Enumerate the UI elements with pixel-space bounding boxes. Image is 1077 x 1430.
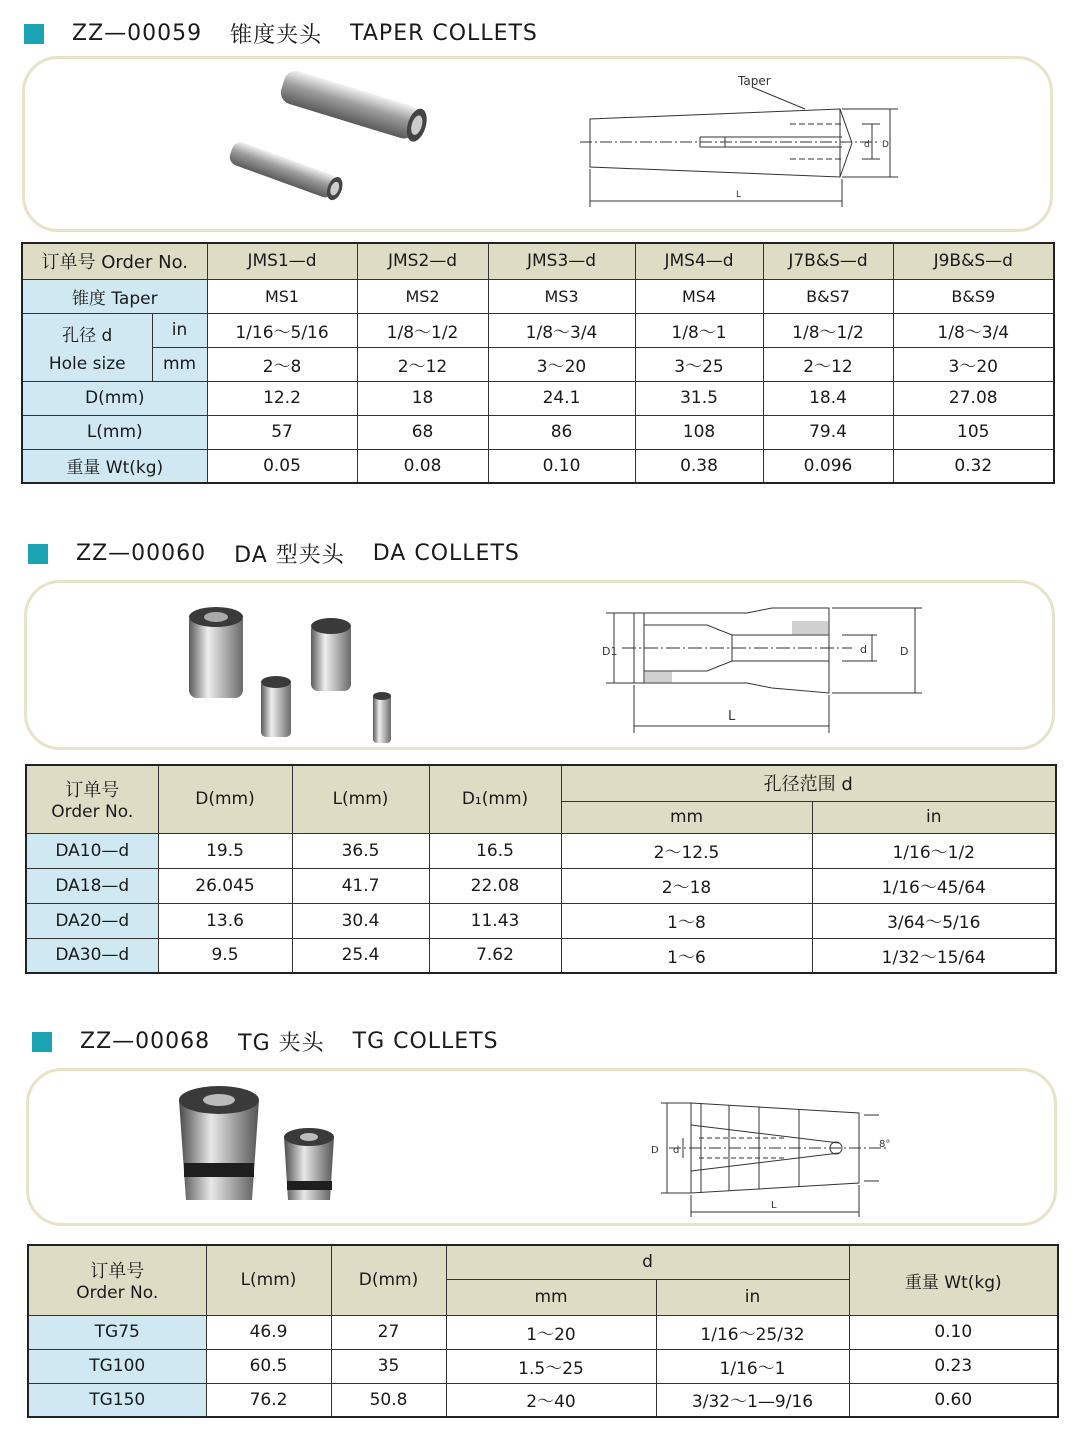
table-cell: 46.9 — [206, 1315, 331, 1349]
row-label-taper: 锥度 Taper — [22, 279, 207, 313]
table-cell: 2～12.5 — [561, 833, 812, 868]
table-cell: MS1 — [207, 279, 357, 313]
section-code: ZZ—00068 — [80, 1029, 211, 1054]
table-cell: 0.23 — [849, 1349, 1058, 1383]
table-cell: 1/8～3/4 — [488, 313, 635, 347]
table-cell: 1/32～15/64 — [812, 938, 1056, 973]
table-cell: 57 — [207, 415, 357, 449]
table-cell: 3～20 — [893, 347, 1054, 381]
table-cell: 1～20 — [446, 1315, 656, 1349]
table-row-label: DA18—d — [26, 868, 158, 903]
table-cell: 105 — [893, 415, 1054, 449]
table-cell: 11.43 — [429, 903, 561, 938]
order-no-cn: 订单号 — [65, 780, 120, 802]
section-title-cn: DA 型夹头 — [234, 543, 345, 568]
table-row-label: DA20—d — [26, 903, 158, 938]
table-cell: 3～20 — [488, 347, 635, 381]
col-header: J7B&S—d — [763, 243, 893, 279]
table-cell: 41.7 — [292, 868, 429, 903]
table-cell: 76.2 — [206, 1383, 331, 1417]
col-header-D: D(mm) — [158, 765, 292, 833]
drawing-label-d: d — [860, 643, 867, 656]
table-cell: 24.1 — [488, 381, 635, 415]
section-title-tg — [32, 1026, 527, 1057]
section-marker — [32, 1032, 52, 1052]
taper-collet-photo — [205, 69, 465, 229]
table-cell: 0.10 — [488, 449, 635, 483]
section-code: ZZ—00059 — [72, 21, 203, 46]
table-cell: 13.6 — [158, 903, 292, 938]
hole-label-en: Hole size — [48, 353, 126, 374]
table-cell: 36.5 — [292, 833, 429, 868]
col-header-D1: D₁(mm) — [429, 765, 561, 833]
tg-collet-drawing — [639, 1075, 919, 1225]
col-header: JMS2—d — [357, 243, 488, 279]
da-image-panel — [24, 580, 1055, 750]
row-label-hole-size — [22, 313, 152, 381]
table-cell: 19.5 — [158, 833, 292, 868]
table-cell: 27 — [331, 1315, 446, 1349]
da-spec-table — [25, 764, 1057, 974]
table-row-label: DA10—d — [26, 833, 158, 868]
drawing-label-L: L — [736, 190, 742, 200]
table-cell: 1.5～25 — [446, 1349, 656, 1383]
table-row-label: TG75 — [28, 1315, 206, 1349]
table-cell: MS2 — [357, 279, 488, 313]
drawing-label-angle: 8° — [879, 1139, 891, 1150]
table-cell: 18.4 — [763, 381, 893, 415]
order-no-label: 订单号 Order No. — [22, 243, 207, 279]
table-cell: 3/64～5/16 — [812, 903, 1056, 938]
table-cell: 22.08 — [429, 868, 561, 903]
table-cell: 7.62 — [429, 938, 561, 973]
col-header-L: L(mm) — [292, 765, 429, 833]
table-cell: 1/16～45/64 — [812, 868, 1056, 903]
col-header: JMS1—d — [207, 243, 357, 279]
table-cell: 2～8 — [207, 347, 357, 381]
order-no-en: Order No. — [51, 802, 134, 823]
col-header: JMS4—d — [635, 243, 763, 279]
table-cell: 2～12 — [763, 347, 893, 381]
table-cell: 9.5 — [158, 938, 292, 973]
table-cell: 108 — [635, 415, 763, 449]
table-row-label: TG100 — [28, 1349, 206, 1383]
drawing-label-D: D — [882, 140, 889, 150]
table-cell: 79.4 — [763, 415, 893, 449]
da-collet-photo — [177, 593, 437, 753]
row-label-L: L(mm) — [22, 415, 207, 449]
table-cell: 1/16～5/16 — [207, 313, 357, 347]
order-no-header — [28, 1245, 206, 1315]
drawing-label-taper: Taper — [738, 74, 771, 88]
table-cell: 0.32 — [893, 449, 1054, 483]
table-cell: 1/8～1 — [635, 313, 763, 347]
table-cell: 0.08 — [357, 449, 488, 483]
table-cell: 50.8 — [331, 1383, 446, 1417]
table-cell: 0.38 — [635, 449, 763, 483]
table-cell: 0.60 — [849, 1383, 1058, 1417]
table-cell: 27.08 — [893, 381, 1054, 415]
col-header: J9B&S—d — [893, 243, 1054, 279]
table-cell: 86 — [488, 415, 635, 449]
table-cell: 1/16～25/32 — [656, 1315, 849, 1349]
table-cell: 0.10 — [849, 1315, 1058, 1349]
table-cell: 60.5 — [206, 1349, 331, 1383]
section-title-en: TG COLLETS — [352, 1029, 499, 1054]
col-header-in: in — [656, 1279, 849, 1315]
table-cell: 3/32～1—9/16 — [656, 1383, 849, 1417]
tg-spec-table — [27, 1244, 1059, 1418]
table-cell: 26.045 — [158, 868, 292, 903]
table-cell: 0.096 — [763, 449, 893, 483]
table-cell: 1/8～3/4 — [893, 313, 1054, 347]
col-header-weight: 重量 Wt(kg) — [849, 1245, 1058, 1315]
section-title-cn: 锥度夹头 — [230, 23, 323, 48]
table-cell: MS4 — [635, 279, 763, 313]
table-cell: MS3 — [488, 279, 635, 313]
order-no-header — [26, 765, 158, 833]
table-cell: 3～25 — [635, 347, 763, 381]
table-cell: 1～8 — [561, 903, 812, 938]
table-cell: 0.05 — [207, 449, 357, 483]
section-title-da — [28, 538, 548, 569]
table-cell: 35 — [331, 1349, 446, 1383]
section-title-en: TAPER COLLETS — [350, 21, 538, 46]
table-cell: B&S9 — [893, 279, 1054, 313]
section-title-en: DA COLLETS — [372, 541, 520, 566]
table-cell: 1/16～1 — [656, 1349, 849, 1383]
table-cell: 30.4 — [292, 903, 429, 938]
col-header: JMS3—d — [488, 243, 635, 279]
table-row-label: DA30—d — [26, 938, 158, 973]
drawing-label-D: D — [900, 645, 909, 658]
taper-collet-drawing — [580, 59, 920, 229]
taper-spec-table — [21, 242, 1055, 484]
tg-collet-photo — [174, 1075, 374, 1225]
table-cell: 2～18 — [561, 868, 812, 903]
col-header-L: L(mm) — [206, 1245, 331, 1315]
taper-image-panel — [22, 56, 1053, 232]
table-cell: 2～40 — [446, 1383, 656, 1417]
drawing-label-D1: D1 — [602, 645, 618, 658]
col-header-d: d — [446, 1245, 849, 1279]
col-header-D: D(mm) — [331, 1245, 446, 1315]
section-marker — [24, 24, 44, 44]
table-cell: 31.5 — [635, 381, 763, 415]
drawing-label-D: D — [651, 1145, 659, 1156]
col-header-in: in — [812, 801, 1056, 833]
table-cell: 2～12 — [357, 347, 488, 381]
col-header-mm: mm — [561, 801, 812, 833]
col-header-mm: mm — [446, 1279, 656, 1315]
tg-image-panel — [26, 1068, 1057, 1226]
da-collet-drawing — [592, 593, 952, 753]
order-no-en: Order No. — [76, 1283, 159, 1304]
table-cell: 1/16～1/2 — [812, 833, 1056, 868]
unit-in: in — [152, 313, 207, 347]
drawing-label-L: L — [728, 709, 736, 724]
table-cell: 12.2 — [207, 381, 357, 415]
table-cell: 25.4 — [292, 938, 429, 973]
drawing-label-d: d — [673, 1145, 680, 1156]
table-cell: 68 — [357, 415, 488, 449]
table-cell: 1/8～1/2 — [357, 313, 488, 347]
order-no-cn: 订单号 — [90, 1261, 145, 1283]
table-row-label: TG150 — [28, 1383, 206, 1417]
table-cell: 1～6 — [561, 938, 812, 973]
table-cell: 16.5 — [429, 833, 561, 868]
section-title-taper — [24, 18, 566, 49]
col-header-range: 孔径范围 d — [561, 765, 1056, 801]
table-cell: 18 — [357, 381, 488, 415]
drawing-label-L: L — [771, 1200, 777, 1211]
row-label-D: D(mm) — [22, 381, 207, 415]
drawing-label-d: d — [864, 140, 870, 150]
row-label-weight: 重量 Wt(kg) — [22, 449, 207, 483]
unit-mm: mm — [152, 347, 207, 381]
section-title-cn: TG 夹头 — [238, 1031, 325, 1056]
table-cell: B&S7 — [763, 279, 893, 313]
section-code: ZZ—00060 — [76, 541, 207, 566]
table-cell: 1/8～1/2 — [763, 313, 893, 347]
hole-label-cn: 孔径 d — [62, 325, 113, 346]
section-marker — [28, 544, 48, 564]
